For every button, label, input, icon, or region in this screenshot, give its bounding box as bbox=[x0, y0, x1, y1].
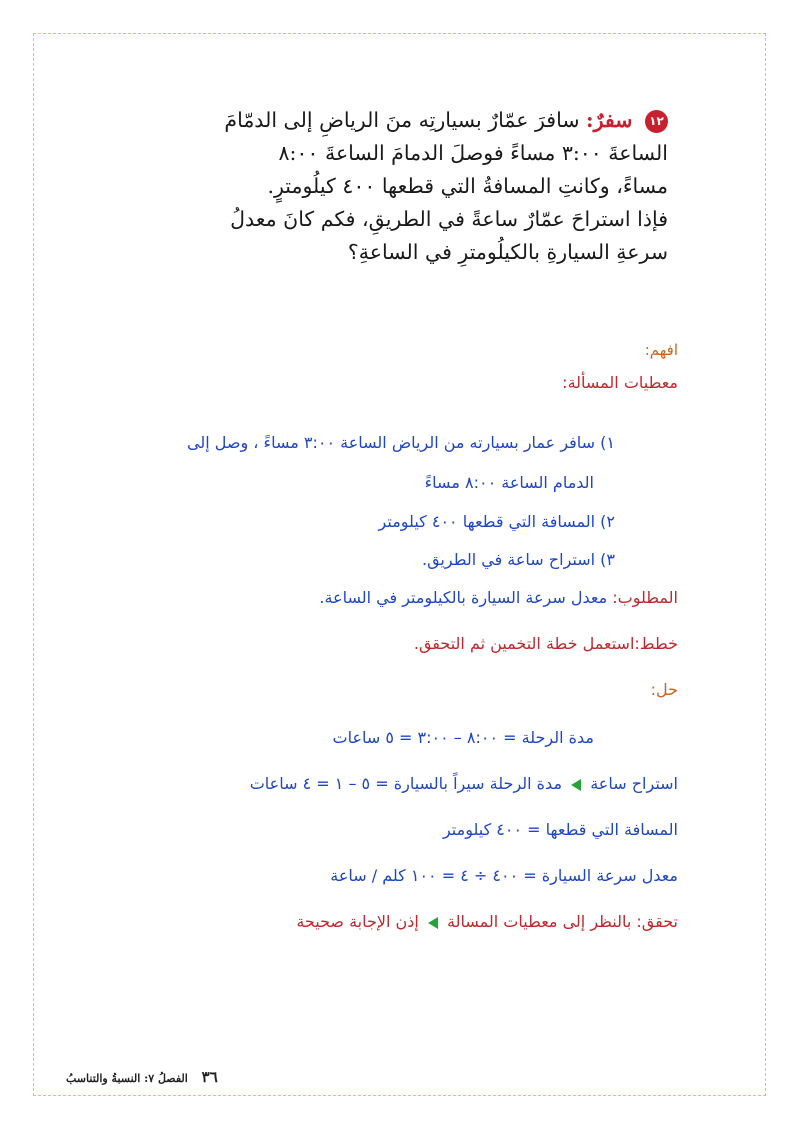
check-line bbox=[296, 912, 678, 931]
plan-text: استعمل خطة التخمين ثم التحقق. bbox=[413, 634, 635, 653]
problem-text-1: سافرَ عمّارٌ بسيارتِه منَ الرياضِ إلى الدمّامَ bbox=[224, 108, 580, 132]
solve-label: حل: bbox=[650, 680, 678, 699]
solution-speed: معدل سرعة السيارة = ٤٠٠ ÷ ٤ = ١٠٠ كلم / ساعة bbox=[330, 866, 678, 885]
given-2: ٢) المسافة التي قطعها ٤٠٠ كيلومتر bbox=[378, 512, 615, 531]
solution-distance: المسافة التي قطعها = ٤٠٠ كيلومتر bbox=[442, 820, 678, 839]
problem-text-3: مساءً، وكانتِ المسافةُ التي قطعها ٤٠٠ كيلُومترٍ. bbox=[267, 174, 668, 198]
problem-text-2: الساعةَ ٣:٠٠ مساءً فوصلَ الدمامَ الساعةَ ٨:٠٠ bbox=[278, 141, 668, 165]
solution-rest-line bbox=[250, 774, 678, 793]
page-footer bbox=[66, 1068, 218, 1086]
problem-keyword: سفرٌ: bbox=[586, 108, 633, 132]
problem-text-4: فإذا استراحَ عمّارٌ ساعةً في الطريقِ، فكم كانَ معدلُ bbox=[230, 207, 668, 231]
problem-statement bbox=[108, 104, 668, 269]
required-text: معدل سرعة السيارة بالكيلومتر في الساعة. bbox=[319, 588, 613, 607]
check-text-b: إذن الإجابة صحيحة bbox=[296, 912, 419, 931]
arrow-left-icon bbox=[571, 779, 581, 791]
problem-line-1 bbox=[108, 104, 668, 137]
solution-duration: مدة الرحلة = ٨:٠٠ – ٣:٠٠ = ٥ ساعات bbox=[332, 728, 594, 747]
plan-label: خطط: bbox=[634, 634, 678, 653]
check-text-a: تحقق: بالنظر إلى معطيات المسالة bbox=[447, 912, 678, 931]
understand-label: افهم: bbox=[644, 341, 678, 359]
required-line bbox=[319, 588, 678, 607]
solution-rest-a: استراح ساعة bbox=[590, 774, 678, 793]
problem-number-badge: ١٢ bbox=[645, 110, 668, 133]
chapter-title: الفصلُ ٧: النسبةُ والتناسبُ bbox=[66, 1072, 188, 1085]
page-number: ٣٦ bbox=[201, 1068, 218, 1086]
solution-rest-b: مدة الرحلة سيراً بالسيارة = ٥ – ١ = ٤ ساعات bbox=[249, 774, 563, 793]
given-1: ١) سافر عمار بسيارته من الرياض الساعة ٣:٠٠ مساءً ، وصل إلى bbox=[187, 433, 615, 452]
given-3: ٣) استراح ساعة في الطريق. bbox=[421, 550, 615, 569]
check-arrow-icon bbox=[428, 917, 438, 929]
required-label: المطلوب: bbox=[612, 588, 678, 607]
plan-line bbox=[414, 634, 678, 653]
problem-text-5: سرعةِ السيارةِ بالكيلُومترِ في الساعةِ؟ bbox=[347, 240, 668, 264]
givens-label: معطيات المسألة: bbox=[562, 373, 678, 392]
given-1-cont: الدمام الساعة ٨:٠٠ مساءً bbox=[424, 473, 594, 492]
